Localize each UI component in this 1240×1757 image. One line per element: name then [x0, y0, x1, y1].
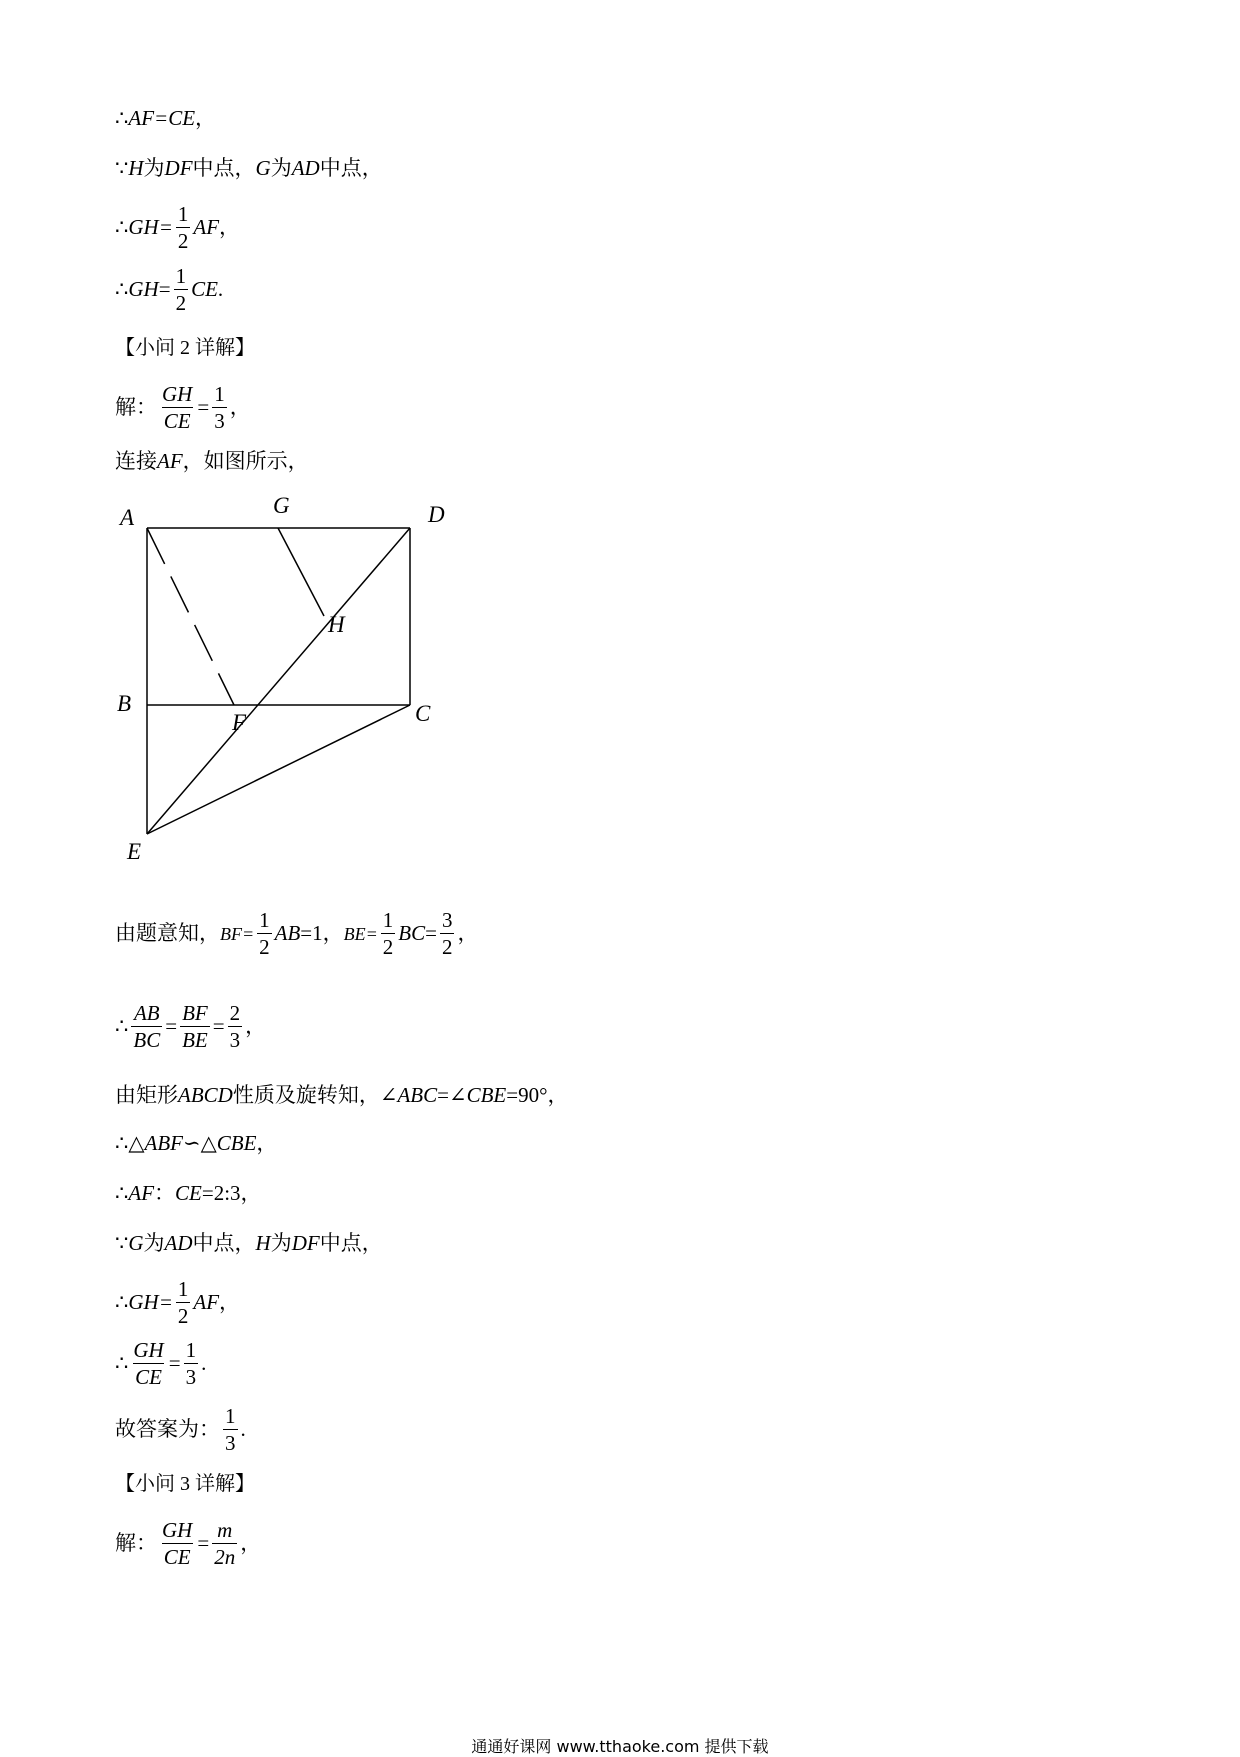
math-text: G	[255, 156, 271, 180]
label-f: F	[232, 710, 247, 735]
math-text: DF	[291, 1231, 320, 1255]
geometry-figure	[110, 495, 470, 875]
text: ，如图所示，	[182, 449, 309, 473]
math-text: CE	[175, 1181, 202, 1205]
fraction	[212, 1519, 237, 1568]
therefore-symbol: ∴	[115, 1181, 129, 1205]
text: 性质及旋转知，∠	[232, 1083, 398, 1107]
math-text: DF	[164, 156, 193, 180]
line-af-ce-ratio	[115, 1183, 262, 1204]
math-text: G	[128, 1231, 144, 1255]
text: ：	[154, 1181, 176, 1205]
math-text: AD	[164, 1231, 193, 1255]
numerator: 1	[175, 264, 187, 288]
denominator: 2	[259, 935, 270, 960]
heading-text: 【小问 3 详解】	[115, 1473, 255, 1495]
math-text: GH=	[128, 1290, 173, 1315]
section-heading-q3	[115, 1474, 255, 1494]
numerator: GH	[133, 1338, 164, 1362]
text: 连接	[115, 449, 157, 473]
denominator: 2	[177, 1304, 189, 1329]
text: 由矩形	[115, 1083, 178, 1107]
denominator: BC	[133, 1028, 161, 1053]
label-b: B	[117, 691, 132, 716]
numerator: GH	[162, 382, 193, 406]
fraction	[160, 383, 194, 432]
line-solution-ratio	[115, 383, 251, 432]
numerator: 1	[225, 1404, 236, 1428]
math-text: BE=	[343, 923, 378, 944]
fraction	[180, 1002, 210, 1051]
denominator: BE	[182, 1028, 208, 1053]
numerator: 1	[185, 1338, 197, 1362]
math-text: AF	[193, 1290, 220, 1315]
fraction	[174, 265, 189, 314]
math-text: BC	[398, 921, 426, 946]
math-text: ABF	[144, 1131, 183, 1155]
fraction	[223, 1405, 238, 1454]
numerator: m	[217, 1518, 233, 1542]
denominator: 3	[185, 1365, 197, 1390]
segment-gh	[278, 528, 324, 616]
segment-af-dashed	[147, 528, 234, 705]
label-g: G	[273, 495, 290, 518]
denominator: 3	[229, 1028, 241, 1053]
therefore-symbol: ∴	[115, 1351, 129, 1376]
math-text: CBE	[216, 1131, 257, 1155]
fraction	[131, 1339, 165, 1388]
line-connect-af	[115, 451, 309, 472]
segment-ec	[147, 705, 410, 834]
fraction	[212, 383, 227, 432]
line-af-equals-ce	[115, 108, 216, 129]
line-h-midpoint	[115, 158, 383, 179]
because-symbol: ∵	[115, 1231, 129, 1255]
math-text: AB	[274, 921, 301, 946]
label-h: H	[328, 612, 345, 637]
equals: =	[197, 1531, 210, 1556]
equals: =	[158, 277, 171, 302]
therefore-symbol: ∴	[115, 215, 129, 240]
label-d: D	[428, 502, 445, 527]
line-similar-triangles	[115, 1133, 277, 1154]
denominator: CE	[135, 1365, 162, 1390]
numerator: 1	[259, 908, 270, 932]
numerator: AB	[133, 1001, 160, 1025]
text: ∽△	[183, 1131, 217, 1155]
math-text: BF=	[220, 923, 255, 944]
punct: ，	[256, 1131, 278, 1155]
math-text: AF=CE	[128, 106, 196, 130]
numerator: 1	[177, 202, 189, 226]
math-text: AF	[157, 449, 183, 473]
math-text: H	[255, 1231, 271, 1255]
line-ratio-equality	[115, 1002, 266, 1051]
because-symbol: ∵	[115, 156, 129, 180]
line-given-lengths	[115, 909, 478, 958]
line-answer	[115, 1405, 246, 1454]
math-text: AF	[128, 1181, 155, 1205]
punct: .	[201, 1351, 207, 1376]
math-text: AD	[291, 156, 320, 180]
text: 为	[143, 156, 165, 180]
punct: ，	[245, 1014, 267, 1039]
heading-text: 【小问 2 详解】	[115, 337, 255, 359]
punct: .	[217, 277, 224, 302]
text: 解：	[115, 1531, 157, 1556]
denominator: 3	[225, 1431, 236, 1456]
therefore-symbol: ∴	[115, 277, 129, 302]
equals: =	[165, 1014, 178, 1039]
line-gh-half-af	[115, 203, 240, 252]
text: 中点，	[319, 156, 383, 180]
punct: .	[240, 1417, 246, 1442]
line-gh-ce-result	[115, 1339, 206, 1388]
fraction	[228, 1002, 243, 1051]
therefore-symbol: ∴	[115, 1014, 129, 1039]
line-gh-half-af-2	[115, 1278, 240, 1327]
punct: ，	[219, 1290, 241, 1315]
line-g-midpoint	[115, 1233, 383, 1254]
text: 解：	[115, 395, 157, 420]
punct: ，	[240, 1531, 262, 1556]
fraction	[160, 1519, 194, 1568]
math-text: GH	[128, 277, 159, 302]
numerator: BF	[182, 1001, 208, 1025]
denominator: 2	[175, 291, 187, 316]
text: 为	[270, 156, 292, 180]
math-text: H	[128, 156, 144, 180]
text: 为	[270, 1231, 292, 1255]
punct: ，	[457, 921, 479, 946]
fraction	[257, 909, 272, 958]
fraction	[176, 203, 191, 252]
section-heading-q2	[115, 338, 255, 358]
math-text: GH=	[128, 215, 173, 240]
numerator: 1	[214, 382, 225, 406]
math-text: CBE	[466, 1083, 507, 1107]
therefore-symbol: ∴	[115, 106, 129, 130]
text: 故答案为：	[115, 1417, 220, 1442]
numerator: 3	[441, 908, 453, 932]
text: =90°，	[506, 1083, 569, 1107]
text: =∠	[437, 1083, 467, 1107]
label-a: A	[120, 505, 135, 530]
equals: =	[197, 395, 210, 420]
denominator: CE	[163, 1545, 191, 1570]
page-footer: 通通好课网 www.tthaoke.com 提供下载	[471, 1737, 769, 1756]
text: 为	[143, 1231, 165, 1255]
text: 中点，	[319, 1231, 383, 1255]
fraction	[184, 1339, 199, 1388]
equals: =	[425, 921, 437, 946]
punct: ，	[219, 215, 241, 240]
math-text: AF	[193, 215, 220, 240]
math-text: ABC	[397, 1083, 438, 1107]
denominator: 2	[441, 935, 453, 960]
line-solution-q3	[115, 1519, 261, 1568]
label-e: E	[127, 839, 142, 864]
line-rectangle-property	[115, 1085, 568, 1106]
numerator: 1	[177, 1277, 189, 1301]
denominator: 2	[177, 229, 189, 254]
equals: =	[168, 1351, 181, 1376]
denominator: 2n	[214, 1545, 236, 1570]
equals: =	[212, 1014, 225, 1039]
fraction	[131, 1002, 162, 1051]
punct: ，	[195, 106, 217, 130]
denominator: CE	[163, 409, 191, 434]
text: 中点，	[192, 1231, 256, 1255]
numerator: 1	[382, 908, 394, 932]
text: 由题意知，	[115, 921, 220, 946]
line-gh-half-ce	[115, 265, 223, 314]
segment-ed	[147, 528, 410, 834]
fraction	[440, 909, 455, 958]
denominator: 2	[382, 935, 394, 960]
fraction	[176, 1278, 191, 1327]
math-text: ABCD	[178, 1083, 233, 1107]
text: 中点，	[192, 156, 256, 180]
math-text: CE	[191, 277, 218, 302]
fraction	[381, 909, 396, 958]
numerator: GH	[162, 1518, 193, 1542]
numerator: 2	[229, 1001, 241, 1025]
denominator: 3	[214, 409, 225, 434]
text: =1，	[300, 921, 344, 946]
label-c: C	[415, 701, 431, 726]
text: ∴△	[115, 1131, 145, 1155]
therefore-symbol: ∴	[115, 1290, 129, 1315]
text: =2:3，	[201, 1181, 262, 1205]
punct: ，	[229, 395, 251, 420]
